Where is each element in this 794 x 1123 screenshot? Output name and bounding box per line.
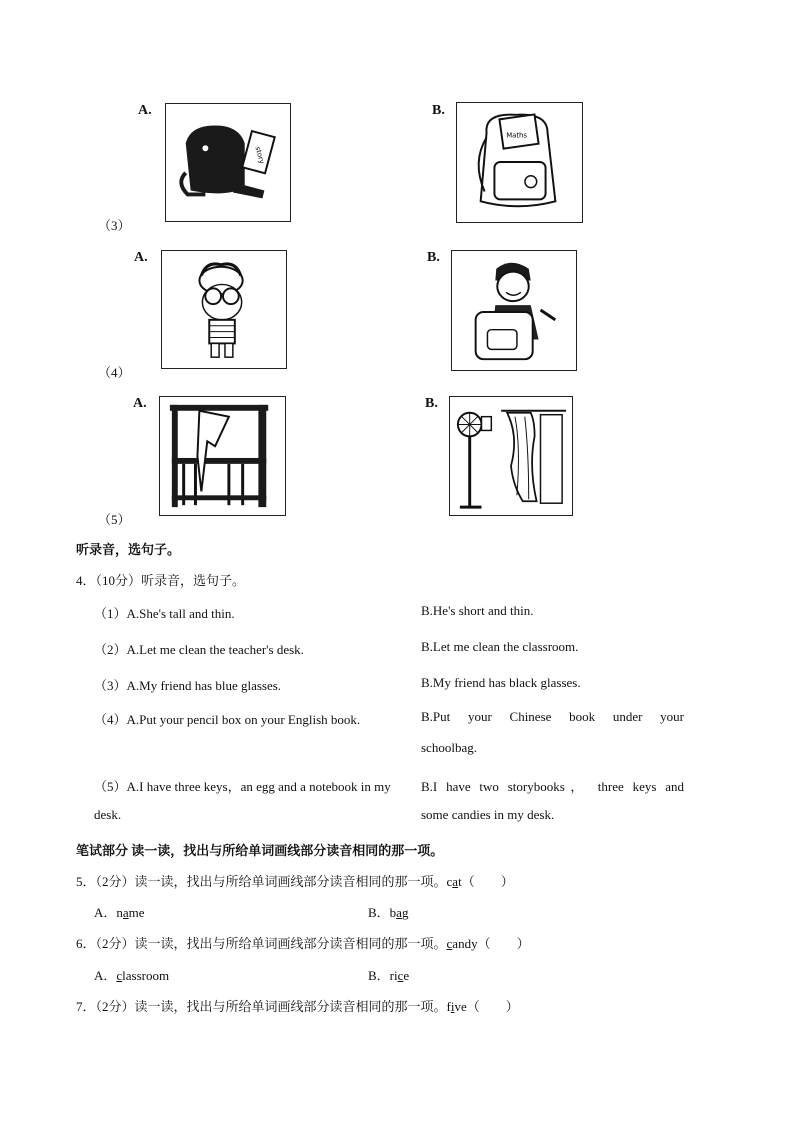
boy-with-schoolbag-icon <box>452 251 576 370</box>
fan-and-curtain-icon <box>450 397 572 515</box>
q5pic-option-b-picture[interactable] <box>449 396 573 516</box>
backpack-with-books-icon <box>457 103 582 222</box>
q5-stem <box>76 871 514 890</box>
q6-answer-blank[interactable]: （ ） <box>477 936 530 951</box>
item-number: （5） <box>94 779 127 794</box>
section-heading-written: 笔试部分 读一读，找出与所给单词画线部分读音相同的那一项。 <box>76 843 444 858</box>
q4-item-5-option-b-line1[interactable]: B.I have two storybooks， three keys and <box>421 779 684 794</box>
q4pic-option-b-picture[interactable] <box>451 250 577 371</box>
q5pic-option-a-label: A. <box>133 396 147 411</box>
q6-option-b[interactable]: B．rice <box>368 968 410 983</box>
q5pic-option-b-label: B. <box>425 396 438 411</box>
item-number: （4） <box>94 712 127 727</box>
schoolbag-with-storybook-icon <box>166 104 290 221</box>
boy-with-glasses-icon <box>162 251 286 368</box>
q4-item-5[interactable] <box>94 776 391 795</box>
q3-number: （3） <box>98 218 131 233</box>
item-number: （3） <box>94 678 127 693</box>
q4-item-1-option-b[interactable]: B.He's short and thin. <box>421 603 534 618</box>
option-a-line1[interactable]: A.I have three keys，an egg and a notebook in my <box>126 779 391 794</box>
q4pic-option-a-label: A. <box>134 250 148 265</box>
q5-option-a[interactable]: A．name <box>94 905 145 920</box>
option-a[interactable]: A.She's tall and thin. <box>126 606 235 621</box>
option-a[interactable]: A.Put your pencil box on your English book. <box>126 712 361 727</box>
q5-option-b[interactable]: B．bag <box>368 905 409 920</box>
svg-text:Maths: Maths <box>506 131 528 140</box>
q4-item-1[interactable] <box>94 603 235 622</box>
q5-word: cat <box>446 874 462 889</box>
q3-option-a-label: A. <box>138 103 152 118</box>
q3-option-b-label: B. <box>432 103 445 118</box>
q4pic-number: （4） <box>98 365 131 380</box>
q7-answer-blank[interactable]: （ ） <box>466 999 519 1014</box>
section-heading-listen: 听录音，选句子。 <box>76 542 181 557</box>
q5pic-option-a-picture[interactable] <box>159 396 286 516</box>
broken-window-icon <box>160 397 285 515</box>
q4-item-5-option-b-line2[interactable]: some candies in my desk. <box>421 807 555 822</box>
q4-item-4[interactable] <box>94 709 360 728</box>
q4-stem: 4．（10分）听录音，选句子。 <box>76 573 246 588</box>
q4-item-3[interactable] <box>94 675 281 694</box>
q4pic-option-a-picture[interactable] <box>161 250 287 369</box>
q7-stem-text: 7．（2分）读一读，找出与所给单词画线部分读音相同的那一项。 <box>76 999 447 1014</box>
q4-item-2[interactable] <box>94 639 304 658</box>
q4-item-3-option-b[interactable]: B.My friend has black glasses. <box>421 675 581 690</box>
q4-item-5-option-a-line2[interactable]: desk. <box>94 807 122 822</box>
q6-word: candy <box>446 936 478 951</box>
q7-stem <box>76 996 519 1015</box>
q6-option-a[interactable]: A．classroom <box>94 968 170 983</box>
q4-item-2-option-b[interactable]: B.Let me clean the classroom. <box>421 639 579 654</box>
q6-stem <box>76 933 530 952</box>
q3-option-a-picture[interactable] <box>165 103 291 222</box>
option-a[interactable]: A.My friend has blue glasses. <box>126 678 282 693</box>
q6-stem-text: 6．（2分）读一读，找出与所给单词画线部分读音相同的那一项。 <box>76 936 447 951</box>
q5-stem-text: 5．（2分）读一读，找出与所给单词画线部分读音相同的那一项。 <box>76 874 447 889</box>
q5pic-number: （5） <box>98 512 131 527</box>
q4-item-4-option-b-line1[interactable]: B.Put your Chinese book under your <box>421 709 684 724</box>
q4-item-4-option-b-line2[interactable]: schoolbag. <box>421 740 477 755</box>
q5-answer-blank[interactable]: （ ） <box>461 874 514 889</box>
q3-option-b-picture[interactable] <box>456 102 583 223</box>
item-number: （1） <box>94 606 127 621</box>
option-a[interactable]: A.Let me clean the teacher's desk. <box>126 642 304 657</box>
svg-text:story: story <box>253 145 266 165</box>
item-number: （2） <box>94 642 127 657</box>
q7-word: five <box>446 999 467 1014</box>
q4pic-option-b-label: B. <box>427 250 440 265</box>
